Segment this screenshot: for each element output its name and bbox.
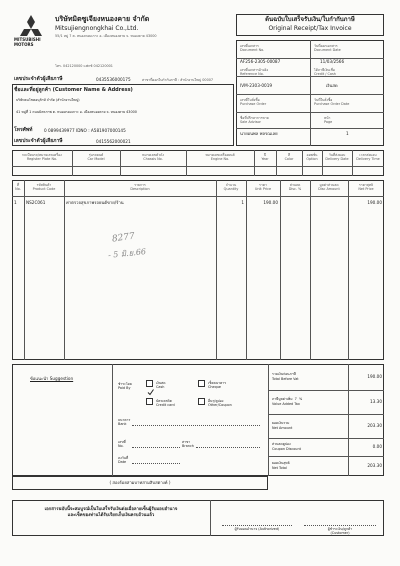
- total-value: 203.30: [367, 423, 382, 428]
- cheque-label: เช็คธนาคาร Cheque: [208, 381, 227, 390]
- vehicle-column-header: สี Color: [284, 153, 294, 162]
- customer-tax-label: เลขประจำตัวผู้เสียภาษี: [14, 138, 63, 144]
- payment-type: เงินสด: [326, 83, 338, 88]
- vehicle-column-header: ปี Year: [261, 153, 269, 162]
- authorized-signature-label: ผู้รับมอบอำนาจ (Authorized): [234, 527, 280, 531]
- item-column-header: ราคา Unit Price: [254, 183, 272, 192]
- total-label: ยอดเงินรวม Net Amount: [272, 421, 293, 430]
- item-no: 1: [14, 200, 17, 205]
- vehicle-column-header: เวลาส่งมอบ Delivery Time: [356, 153, 380, 162]
- paid-by-label: ชำระโดย Paid By: [118, 382, 132, 391]
- customer-box: [12, 84, 234, 146]
- doc-number-label: เลขที่เอกสาร Document No.: [240, 44, 265, 53]
- item-column-header: ส่วนลด Disc. %: [288, 183, 302, 192]
- company-address: 55/1 หมู่ 7 ต. หนองกอมเกาะ อ. เมืองหนองคาย จ. หนองคาย 43000: [55, 34, 157, 38]
- pay-no-label: เลขที่ No.: [118, 440, 126, 449]
- customer-heading: ชื่อและที่อยู่ลูกค้า (Customer Name & Address): [14, 87, 133, 93]
- vehicle-column-header: รุ่นรถยนต์ Car Model: [87, 153, 105, 162]
- logo-text: MITSUBISHI MOTORS: [14, 37, 41, 47]
- customer-phone: 0 0899439977 IDNO : A581907000145: [44, 128, 126, 133]
- company-name-th: บริษัทมิตซูเจียงหนองคาย จำกัด: [55, 15, 150, 23]
- total-label: ยอดเงินสุทธิ Net Total: [272, 461, 290, 470]
- item-net-price: 190.00: [367, 200, 382, 205]
- footer-note: เอกสารฉบับนี้จะสมบูรณ์เป็นใบเสร็จรับเงินต่อเมื่อลายเซ็นผู้รับมอบอำนาจ และเช็คของท่านได้รับเรียกเก็บเงินครบถ้วนแล้ว: [44, 507, 178, 519]
- cash-label: เงินสด Cash: [156, 381, 166, 390]
- item-quantity: 1: [241, 200, 244, 205]
- item-unit-price: 190.00: [263, 200, 278, 205]
- cheque-checkbox[interactable]: [198, 380, 205, 387]
- item-column-header: ราคาสุทธิ Net Price: [358, 183, 374, 192]
- pay-branch-label: สาขา Branch: [182, 440, 194, 449]
- company-name-en: Mitsujiengnongkhai Co.,Ltd.: [55, 25, 139, 32]
- customer-phone-label: โทรศัพท์: [14, 127, 33, 133]
- customer-address: 41 หมู่ที่ 1 ถนนมิตรภาพ ต. หนองกอมเกาะ อ. เมืองหนองคาย จ. หนองคาย 43000: [16, 110, 137, 114]
- total-value: 0.00: [372, 444, 382, 449]
- seller-branch: สาขาที่ออกใบกำกับภาษี : สำนักงานใหญ่ 00007: [142, 78, 214, 82]
- doc-date: 11/03/2566: [320, 59, 345, 64]
- bank-label: ธนาคาร Bank: [118, 418, 131, 427]
- ref-label: เลขที่เอกสารอ้างอิง Reference No.: [240, 68, 269, 77]
- po-label: เลขที่ใบสั่งซื้อ Purchase Order: [240, 98, 267, 107]
- vehicle-column-header: หมายเลขเครื่องยนต์ Engine No.: [205, 153, 235, 162]
- customer-tax-id: 0415562000021: [96, 139, 131, 144]
- item-description: ค่าตรวจสุขภาพรถยนต์ขาย/ร้าน: [66, 200, 124, 205]
- total-value: 13.30: [370, 399, 382, 404]
- total-value: 203.30: [367, 463, 382, 468]
- seller-tax-id: 0435536000175: [96, 77, 131, 82]
- doc-date-label: วันที่ออกเอกสาร Document Date: [314, 44, 341, 53]
- item-code: NS2C061: [26, 200, 46, 205]
- total-label: ส่วนลดคูปอง Coupon Discount: [272, 442, 301, 451]
- page-label: หน้า Page: [324, 116, 333, 125]
- credit-card-checkbox[interactable]: [146, 398, 153, 405]
- table-row: [12, 201, 384, 209]
- item-column-header: รายการ Description: [130, 183, 150, 192]
- doc-title-en: Original Receipt/Tax Invoice: [268, 25, 352, 32]
- company-phone: โทร. 042120000 แฟกซ์ 042120001: [55, 64, 113, 68]
- pay-date-label: ลงวันที่ Date: [118, 456, 129, 465]
- customer-signature-label: ผู้ชำระเงิน/ลูกค้า (Customer): [327, 527, 353, 536]
- customer-name: บริษัทธนโชคอนุรักษ์ จำกัด (สำนักงานใหญ่): [16, 98, 80, 102]
- page-number: 1: [346, 131, 349, 136]
- vehicle-column-header: ออพชั่น Option: [306, 153, 318, 162]
- item-column-header: ที่ No.: [15, 183, 21, 192]
- handwriting-date: - 5 มิ.ย.66: [107, 247, 147, 260]
- credit-card-label: บัตรเครดิต Credit card: [156, 399, 175, 408]
- po-date-label: วันที่ใบสั่งซื้อ Purchase Order Date: [314, 98, 350, 107]
- item-column-header: จำนวน Quantity: [223, 183, 239, 192]
- amount-in-words: ( สองร้อยสามบาทสามสิบสตางค์ ): [109, 480, 171, 485]
- cash-checkbox[interactable]: [146, 380, 153, 387]
- total-label: ภาษีมูลค่าเพิ่ม 7 % Value Added Tax: [272, 397, 303, 406]
- item-column-header: มูลค่าส่วนลด Disc Amount: [318, 183, 340, 192]
- seller-tax-label: เลขประจำตัวผู้เสียภาษี: [14, 76, 63, 82]
- vehicle-column-header: วันที่ส่งมอบ Delivery Date: [325, 153, 349, 162]
- other-coupon-checkbox[interactable]: [198, 398, 205, 405]
- suggestion-label: ข้อแนะนำ Suggestion: [30, 376, 74, 381]
- item-column-header: รหัสสินค้า Product Code: [32, 183, 56, 192]
- credit-label: ได้ภาษีเงินเชื่อ Credit / Cash: [314, 68, 336, 77]
- vehicle-column-header: ทะเบียนรถ/หมายเลขเครื่อง Register Plate No.: [22, 153, 62, 162]
- doc-title-th: ต้นฉบับใบเสร็จรับเงิน/ใบกำกับภาษี: [265, 16, 355, 23]
- ref-number: IVM-2303-0019: [240, 83, 273, 88]
- total-label: รวมเงินก่อนภาษี Total Before Vat: [272, 372, 299, 381]
- handwriting-number: 8277: [111, 231, 136, 245]
- vehicle-column-header: หมายเลขตัวถัง Chassis No.: [142, 153, 164, 162]
- advisor-name: นายอนพล พลรณเลย: [240, 131, 278, 136]
- checkmark-icon: [147, 389, 154, 396]
- advisor-label: ชื่อที่ปรึกษาการขาย Sale Advisor: [240, 116, 269, 125]
- total-value: 190.00: [367, 374, 382, 379]
- company-logo: [14, 14, 48, 48]
- other-coupon-label: อื่นๆ/คูปอง Other/Coupon: [208, 399, 232, 408]
- doc-number: AF256-2305-00087: [240, 59, 281, 64]
